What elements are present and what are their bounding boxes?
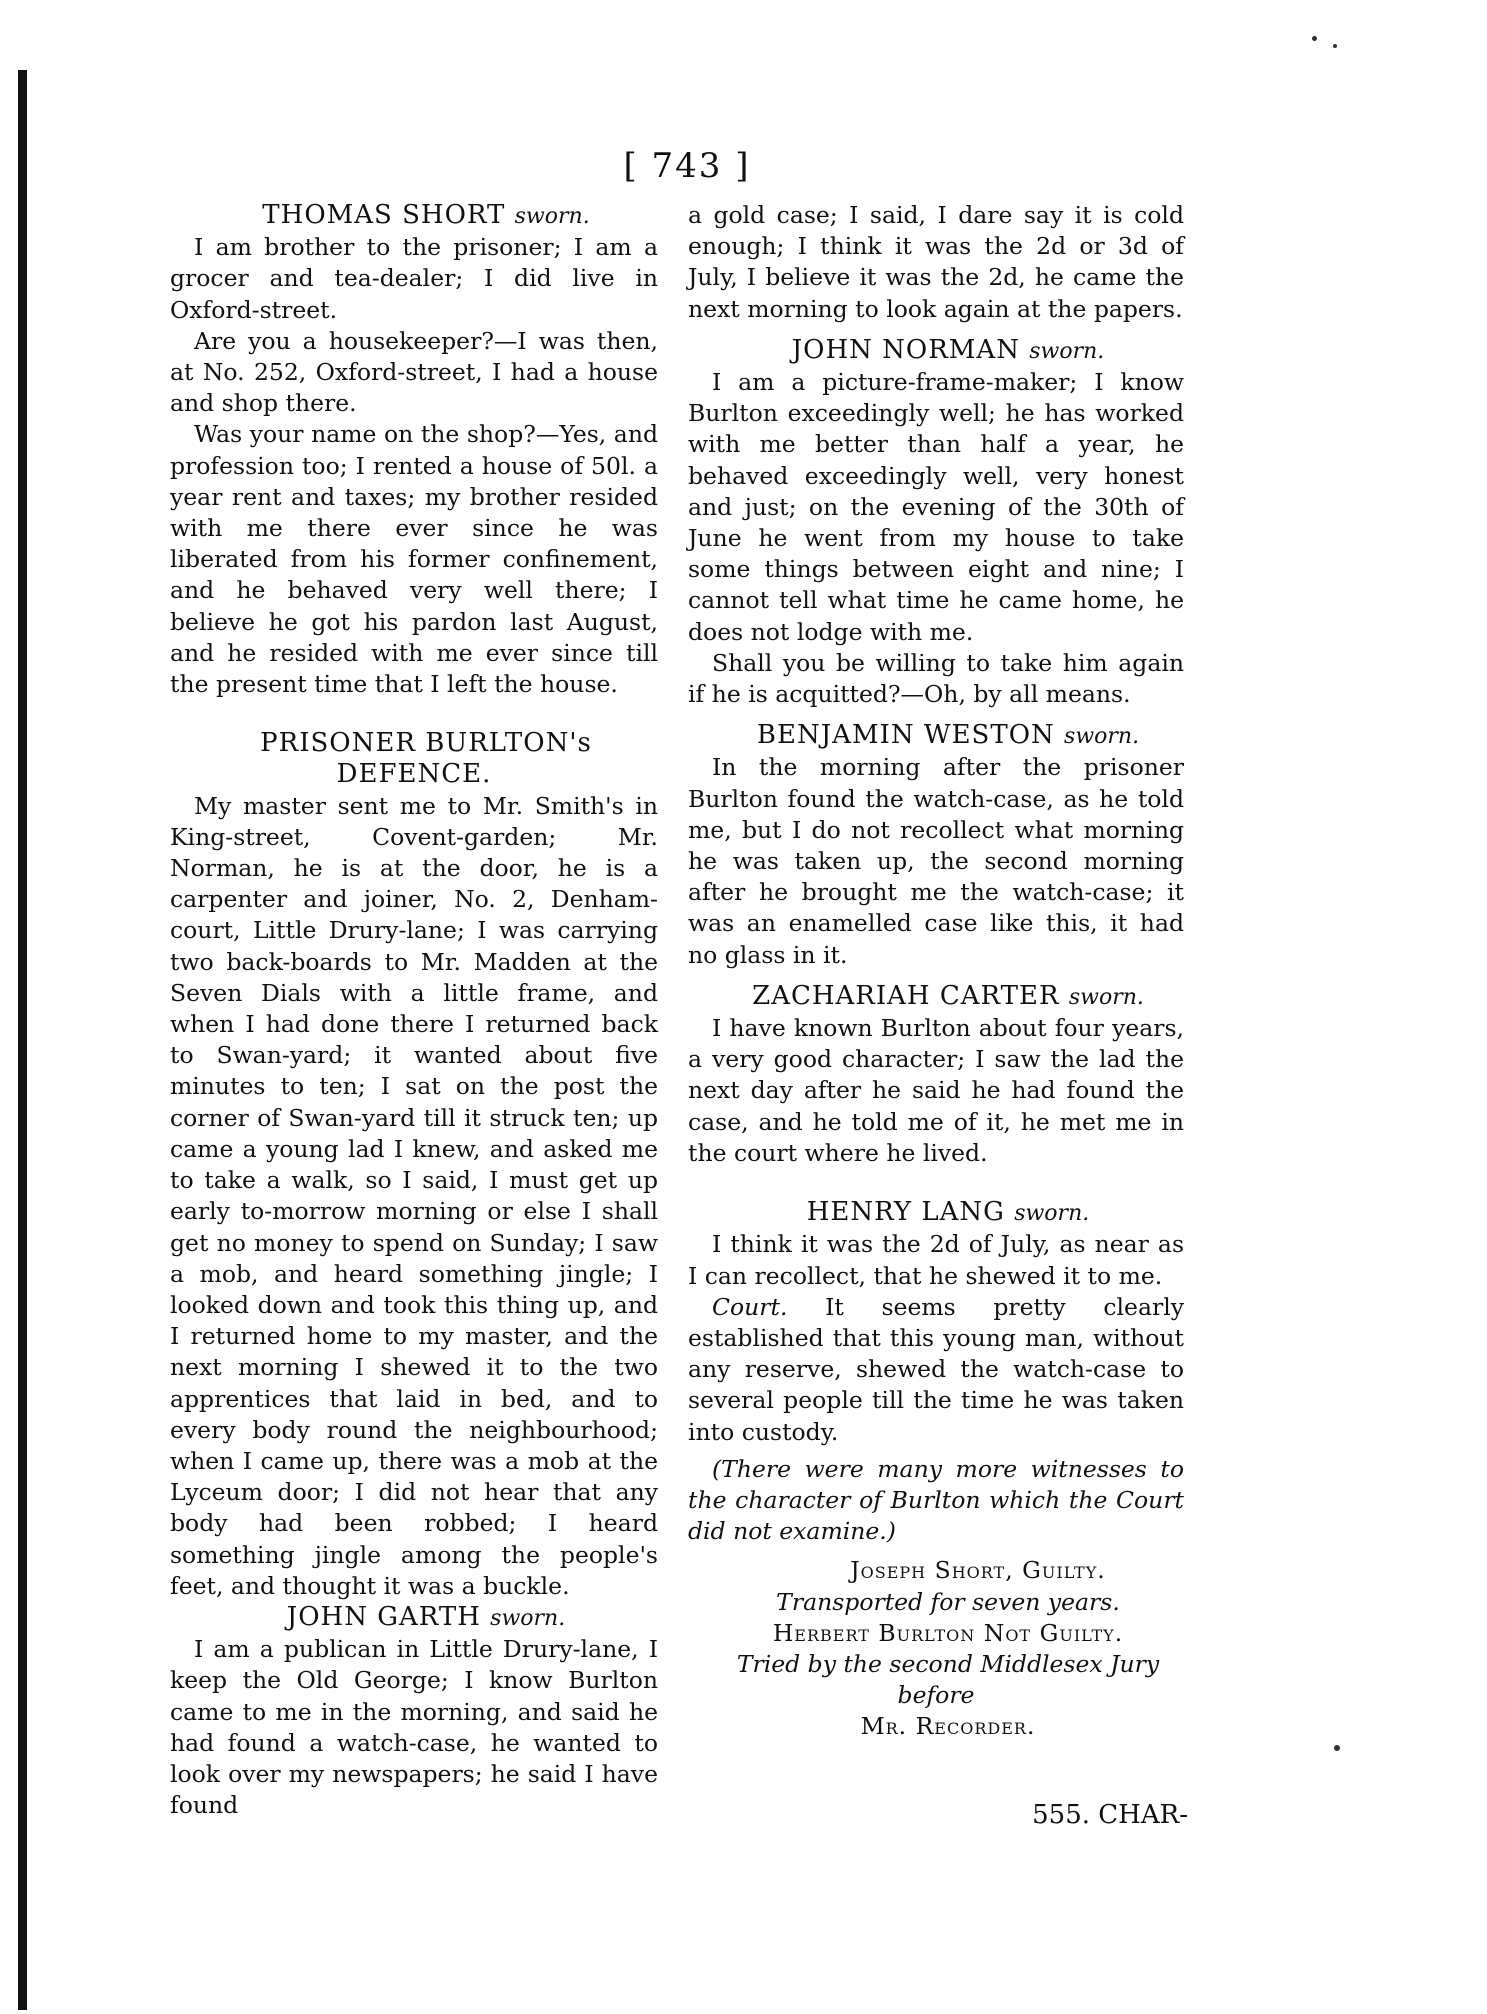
scan-speck bbox=[1334, 1745, 1340, 1751]
testimony-paragraph: Are you a housekeeper?—I was then, at No. 252, Oxford-street, I had a house and shop there. bbox=[170, 326, 658, 418]
scan-speck bbox=[1333, 44, 1337, 48]
defence-heading: PRISONER BURLTON's DEFENCE. bbox=[260, 728, 592, 790]
witness-heading: HENRY LANG sworn. bbox=[806, 1197, 1090, 1228]
testimony-paragraph: I think it was the 2d of July, as near as I can recollect, that he shewed it to me. bbox=[688, 1230, 1184, 1290]
testimony-paragraph: I am a publican in Little Drury-lane, I keep the Old George; I know Burlton came to me in the morning, and said he had found a watch-case, he wanted to look over my newspapers; he said I have found bbox=[170, 1635, 658, 1820]
right-column bbox=[688, 200, 1184, 1743]
witness-heading: JOHN GARTH sworn. bbox=[286, 1601, 566, 1632]
defence-paragraph: My master sent me to Mr. Smith's in King-street, Covent-garden; Mr. Norman, he is at the door, he is a carpenter and joiner, No. 2, Denham-court, Little Drury-lane; I was carrying two back-boards to Mr. Madden at the Seven Dials with a little frame, and when I had done there I returned back to Swan-yard; it wanted about five minutes to ten; I sat on the post the corner of Swan-yard till it struck ten; up came a young lad I knew, and asked me to take a walk, so I said, I must get up early to-morrow morning or else I shall get no money to spend on Sunday; I saw a mob, and heard something jingle; I looked down and took this thing up, and I returned home to my master, and the next morning I shewed it to the two apprentices that laid in bed, and to every body round the neighbourhood; when I came up, there was a mob at the Lyceum door; I did not hear that any body had been robbed; I heard something jingle among the people's feet, and thought it was a buckle. bbox=[170, 791, 658, 1600]
verdict: Herbert Burlton Not Guilty. bbox=[772, 1618, 1124, 1647]
witness-heading: JOHN NORMAN sworn. bbox=[791, 334, 1105, 365]
witness-heading: ZACHARIAH CARTER sworn. bbox=[752, 980, 1144, 1011]
witness-heading: THOMAS SHORT sworn. bbox=[262, 200, 590, 230]
sentence: Transported for seven years. bbox=[776, 1587, 1120, 1616]
testimony-paragraph: I have known Burlton about four years, a very good character; I saw the lad the next day after he said he had found the case, and he told me of it, he met me in the court where he lived. bbox=[688, 1014, 1184, 1167]
left-column bbox=[170, 200, 658, 1821]
jury-note: Tried by the second Middlesex Jury before bbox=[736, 1649, 1160, 1710]
testimony-continuation: a gold case; I said, I dare say it is cold enough; I think it was the 2d or 3d of July, I believe it was the 2d, he came the next morning to look again at the papers. bbox=[688, 201, 1184, 323]
binding-edge bbox=[18, 70, 27, 2010]
verdict: Joseph Short, Guilty. bbox=[850, 1556, 1106, 1585]
catchword: 555. CHAR- bbox=[1032, 1800, 1188, 1830]
witness-heading: BENJAMIN WESTON sworn. bbox=[756, 720, 1140, 751]
testimony-paragraph: I am brother to the prisoner; I am a grocer and tea-dealer; I did live in Oxford-street. bbox=[170, 233, 658, 324]
testimony-paragraph: Shall you be willing to take him again if he is acquitted?—Oh, by all means. bbox=[688, 648, 1184, 709]
jury-note-recorder: Mr. Recorder. bbox=[860, 1712, 1036, 1741]
testimony-paragraph: I am a picture-frame-maker; I know Burlton exceedingly well; he has worked with me better than half a year, he behaved exceedingly well, very honest and just; on the evening of the 30th of June he went from my house to take some things between eight and nine; I cannot tell what time he came home, he does not lodge with me. bbox=[688, 368, 1184, 646]
editorial-note: (There were many more witnesses to the character of Burlton which the Court did not examine.) bbox=[688, 1454, 1184, 1546]
testimony-paragraph: Was your name on the shop?—Yes, and profession too; I rented a house of 50l. a year rent and taxes; my brother resided with me there ever since he was liberated from his former confinement, and he behaved very well there; I believe he got his pardon last August, and he resided with me ever since till the present time that I left the house. bbox=[170, 420, 658, 699]
page-number: [ 743 ] bbox=[623, 146, 751, 186]
testimony-paragraph: In the morning after the prisoner Burlton found the watch-case, as he told me, but I do not recollect what morning he was taken up, the second morning after he brought me the watch-case; it was an enamelled case like this, it had no glass in it. bbox=[688, 753, 1184, 969]
court-remark: Court. It seems pretty clearly established that this young man, without any reserve, shewed the watch-case to several people till the time he was taken into custody. bbox=[688, 1292, 1184, 1446]
scan-speck bbox=[1312, 36, 1317, 41]
